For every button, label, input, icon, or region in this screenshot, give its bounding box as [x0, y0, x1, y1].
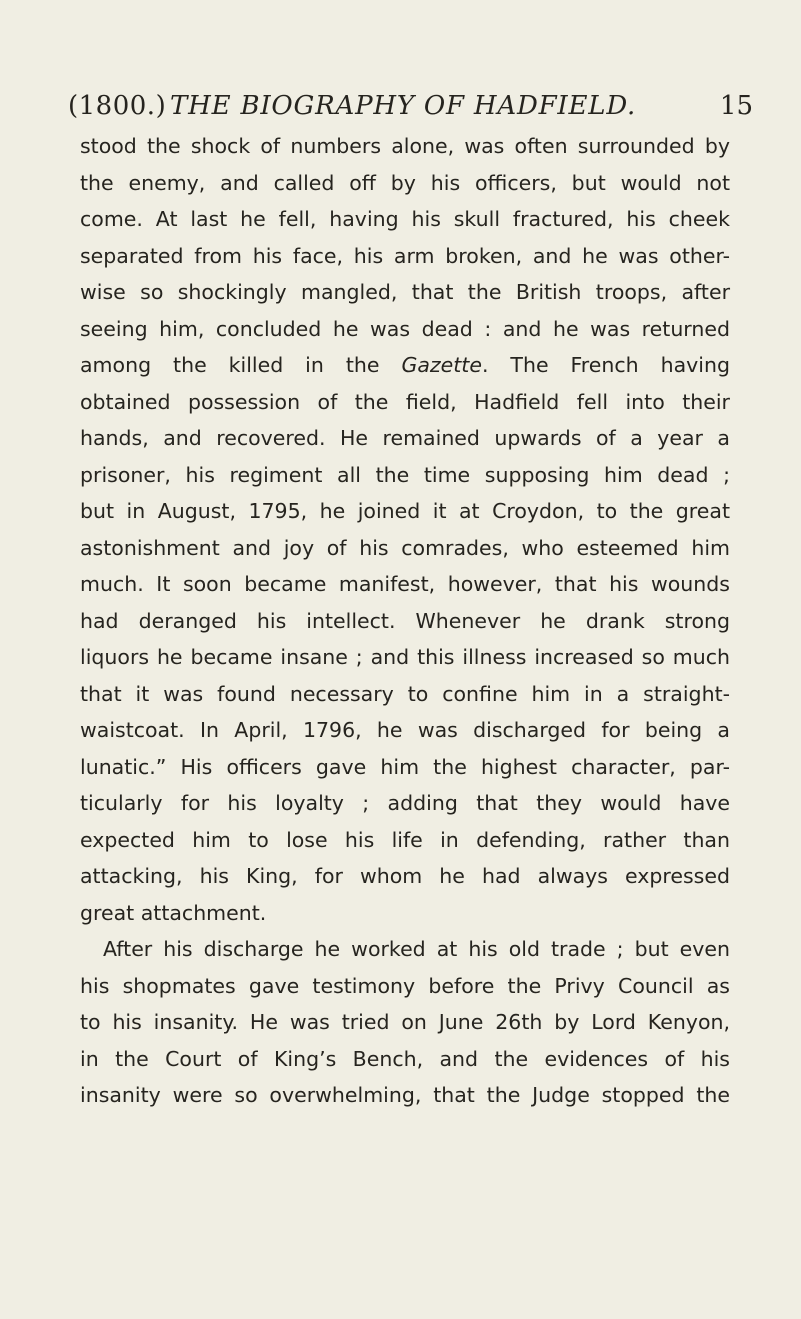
text-line: much. It soon became manifest, however, that his wounds	[80, 572, 730, 596]
text-line: seeing him, concluded he was dead : and he was returned	[80, 316, 730, 341]
header-year: (1800.)	[68, 91, 167, 121]
text-line: stood the shock of numbers alone, was often surrounded by	[80, 134, 730, 158]
text-line: waistcoat. In April, 1796, he was discharged for being a	[80, 718, 730, 742]
text-line: After his discharge he worked at his old trade ; but even	[103, 937, 730, 961]
text-line: prisoner, his regiment all the time supposing him dead ;	[80, 462, 730, 487]
text-line: lunatic.” His officers gave him the highest character, par-	[80, 754, 730, 779]
text-line: in the Court of King’s Bench, and the evidences of his	[80, 1046, 730, 1071]
text-line: wise so shockingly mangled, that the British troops, after	[80, 280, 730, 304]
text-line: insanity were so overwhelming, that the Judge stopped the	[80, 1083, 730, 1107]
text-line: the enemy, and called off by his officers, but would not	[80, 170, 730, 195]
text-segment: among the killed in the	[80, 353, 402, 377]
text-line: had deranged his intellect. Whenever he drank strong	[80, 608, 730, 633]
running-head	[68, 86, 753, 126]
text-line: to his insanity. He was tried on June 26th by Lord Kenyon,	[80, 1010, 730, 1034]
text-line: attacking, his King, for whom he had always expressed	[80, 864, 730, 888]
text-line: astonishment and joy of his comrades, who esteemed him	[80, 535, 730, 560]
text-line: great attachment.	[80, 900, 267, 925]
text-line: liquors he became insane ; and this illness increased so much	[80, 645, 730, 669]
text-line	[80, 347, 730, 384]
text-line: that it was found necessary to confine him in a straight-	[80, 681, 730, 706]
text-line: his shopmates gave testimony before the Privy Council as	[80, 973, 730, 998]
text-line: ticularly for his loyalty ; adding that they would have	[80, 791, 730, 815]
text-line: but in August, 1795, he joined it at Croydon, to the great	[80, 499, 730, 523]
text-line: obtained possession of the field, Hadfield fell into their	[80, 389, 730, 414]
text-line: separated from his face, his arm broken, and he was other-	[80, 243, 730, 268]
body-text	[80, 128, 730, 1114]
text-line: expected him to lose his life in defending, rather than	[80, 827, 730, 852]
text-segment: . The French having	[481, 353, 731, 377]
page-number: 15	[719, 91, 753, 121]
text-line: come. At last he fell, having his skull fractured, his cheek	[80, 207, 730, 231]
italic-term: Gazette	[401, 353, 482, 377]
header-title: THE BIOGRAPHY OF HADFIELD.	[170, 91, 637, 121]
text-line: hands, and recovered. He remained upwards of a year a	[80, 426, 730, 450]
